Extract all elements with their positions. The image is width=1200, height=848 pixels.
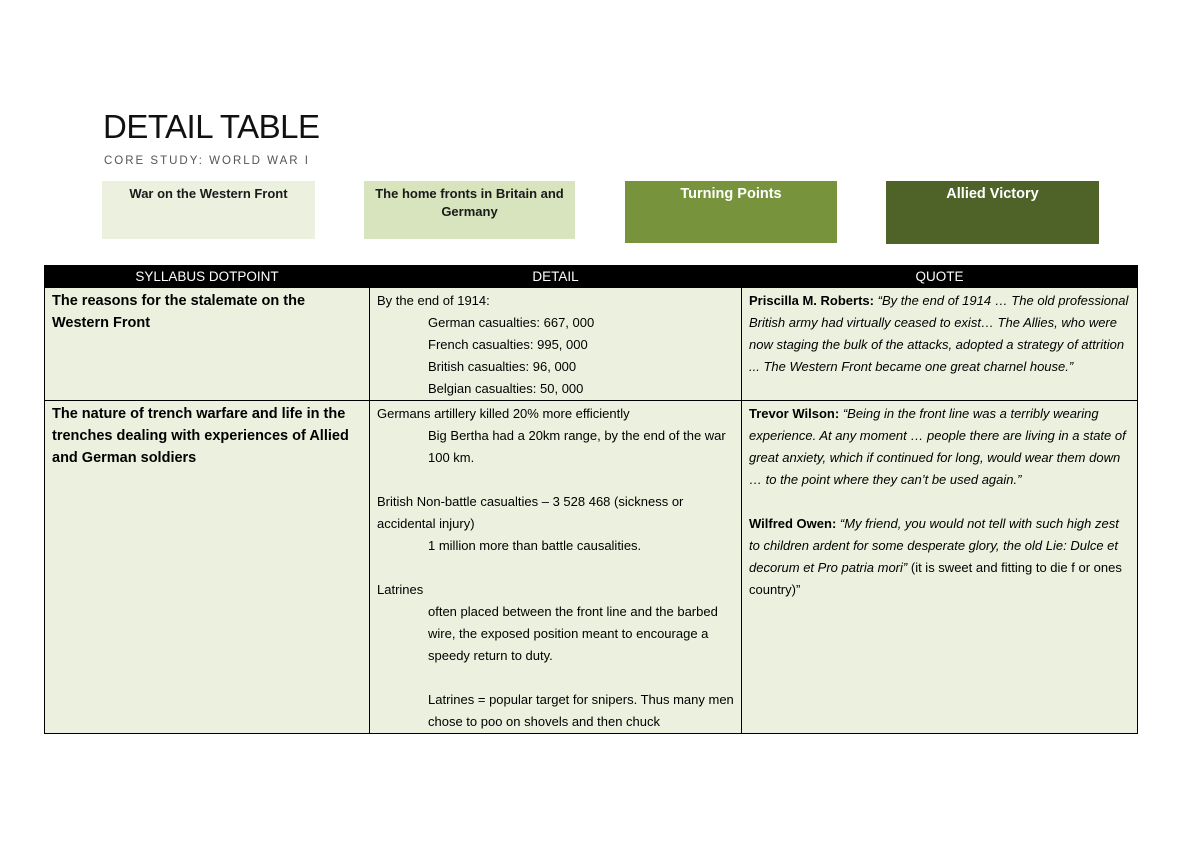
detail-intro: By the end of 1914: <box>377 293 490 308</box>
detail-cell <box>370 288 742 401</box>
quote-text: “My friend, you would not tell with such high zest to children ardent for some desperate glory, the old Lie: Dulce et decorum et Pro patria mori” <box>749 516 1119 575</box>
table-header-row <box>45 266 1138 288</box>
detail-indented: often placed between the front line and the barbed wire, the exposed position meant to encourage a speedy return to duty. <box>428 604 718 663</box>
page-subtitle: CORE STUDY: WORLD WAR I <box>104 155 310 167</box>
table-row <box>45 401 1138 734</box>
page-title: DETAIL TABLE <box>103 108 320 145</box>
quote-author: Trevor Wilson: <box>749 406 840 421</box>
detail-table <box>44 265 1138 734</box>
quote-author: Wilfred Owen: <box>749 516 837 531</box>
detail-indented: 1 million more than battle causalities. <box>428 538 642 553</box>
quote-block <box>749 403 1130 491</box>
syllabus-dotpoint: The reasons for the stalemate on the Western Front <box>45 288 370 401</box>
quote-cell <box>742 288 1138 401</box>
quote-cell <box>742 401 1138 734</box>
detail-paragraph: Germans artillery killed 20% more efficiently <box>377 406 630 421</box>
detail-item: Belgian casualties: 50, 000 <box>428 381 584 396</box>
tab-turning-points[interactable]: Turning Points <box>625 181 837 243</box>
table-row <box>45 288 1138 401</box>
syllabus-dotpoint: The nature of trench warfare and life in the trenches dealing with experiences of Allied and German soldiers <box>45 401 370 734</box>
quote-block <box>749 513 1130 601</box>
quote-text: “Being in the front line was a terribly wearing experience. At any moment … people there are living in a state of great anxiety, which if continued for long, would wear them down … to the point where they can’t be used again.” <box>749 406 1126 487</box>
detail-item: British casualties: 96, 000 <box>428 359 577 374</box>
quote-author: Priscilla M. Roberts: <box>749 293 874 308</box>
tab-allied-victory[interactable]: Allied Victory <box>886 181 1099 244</box>
detail-indented: Big Bertha had a 20km range, by the end of the war 100 km. <box>428 428 726 465</box>
column-header-detail: DETAIL <box>370 266 742 288</box>
tab-war-on-western-front[interactable]: War on the Western Front <box>102 181 315 239</box>
column-header-dotpoint: SYLLABUS DOTPOINT <box>45 266 370 288</box>
column-header-quote: QUOTE <box>742 266 1138 288</box>
detail-paragraph: British Non-battle casualties – 3 528 468 (sickness or accidental injury) <box>377 494 684 531</box>
detail-item: French casualties: 995, 000 <box>428 337 588 352</box>
quote-translation: (it is sweet and fitting to die f or ones country)” <box>749 560 1122 597</box>
detail-cell <box>370 401 742 734</box>
detail-item: German casualties: 667, 000 <box>428 315 595 330</box>
tab-home-fronts[interactable]: The home fronts in Britain and Germany <box>364 181 575 239</box>
quote-text: “By the end of 1914 … The old professional British army had virtually ceased to exist… The Allies, who were now staging the bulk of the attacks, adopted a strategy of attrition ... The Western Front became one great charnel house.” <box>749 293 1129 374</box>
detail-indented: Latrines = popular target for snipers. Thus many men chose to poo on shovels and then chuck <box>428 692 734 729</box>
detail-paragraph: Latrines <box>377 582 424 597</box>
